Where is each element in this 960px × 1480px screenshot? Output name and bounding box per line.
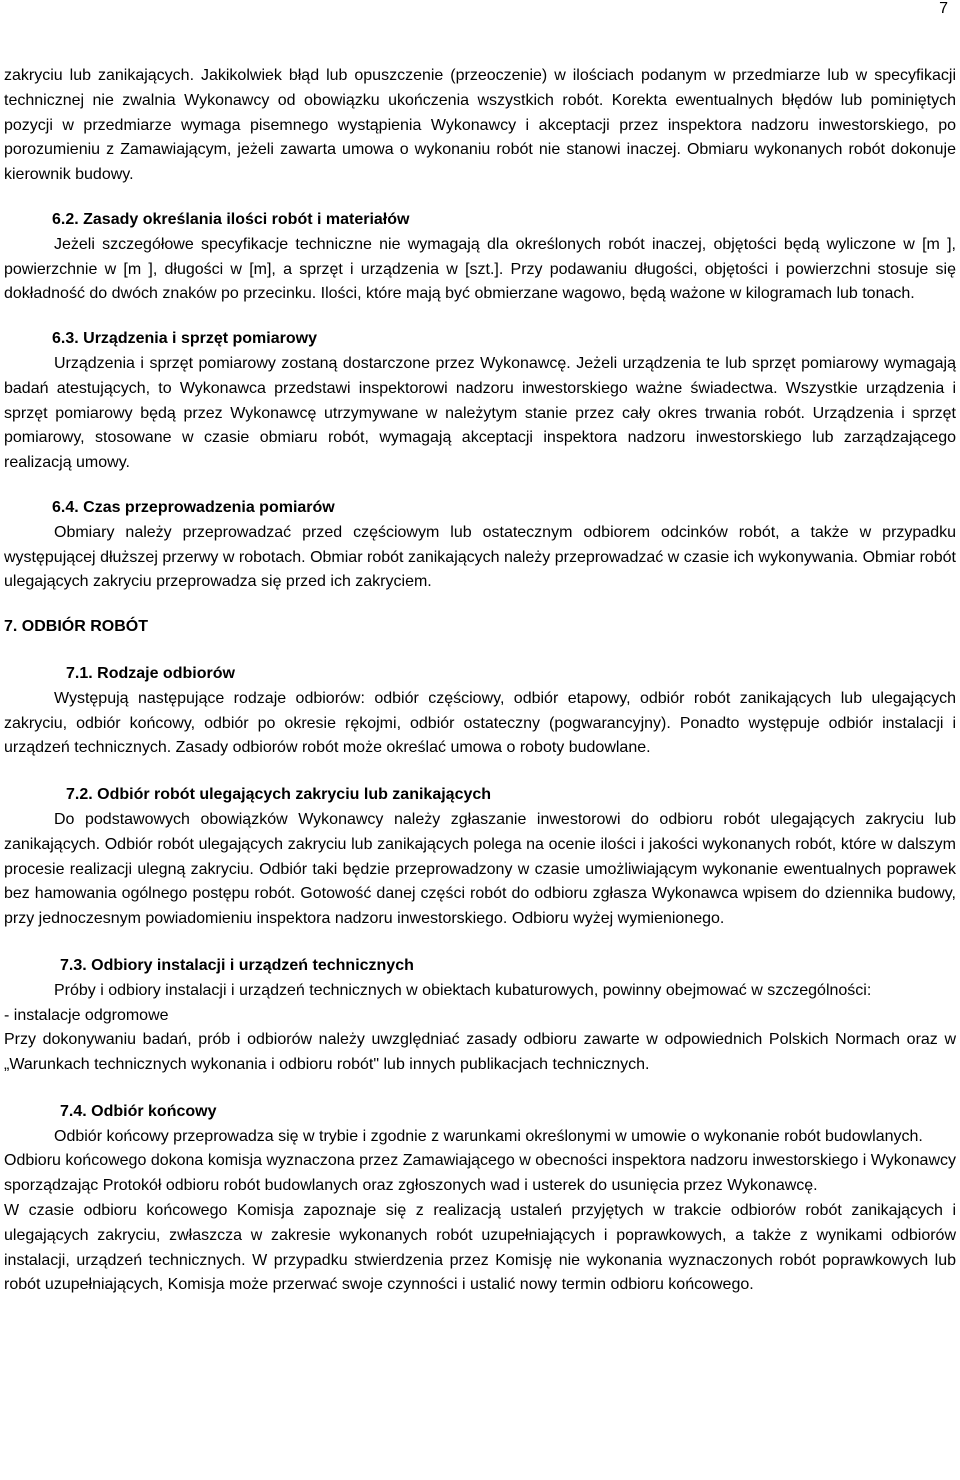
section-6-4-paragraph: Obmiary należy przeprowadzać przed częściowym lub ostatecznym odbiorem odcinków robót, a także w przypadku występującej dłuższej przerwy w robotach. Obmiar robót zanikających należy przeprowadzać w czasie ich wykonywania. Obmiar robót ulegających zakryciu przeprowadza się przed ich zakryciem. [4,523,956,591]
section-7-4-paragraph-3: W czasie odbioru końcowego Komisja zapoznaje się z realizacją ustaleń przyjętych w trakcie odbiorów robót zanikających i ulegających zakryciu, zwłaszcza w zakresie wykonanych robót uzupełniających i poprawkowych, a także z wynikami odbiorów instalacji, urządzeń technicznych. W przypadku stwierdzenia przez Komisję nie wykonania wyznaczonych robót poprawkowych lub robót uzupełniających, Komisja może przerwać swoje czynności i ustalić nowy termin odbioru końcowego. [4,1202,956,1294]
section-7-4-paragraph-2: Odbioru końcowego dokona komisja wyznaczona przez Zamawiającego w obecności inspektora nadzoru inwestorskiego i Wykonawcy sporządzając Protokół odbioru robót budowlanych oraz zgłoszonych wad i usterek do usunięcia przez Wykonawcę. [4,1152,956,1195]
section-7-4-paragraph: Odbiór końcowy przeprowadza się w trybie i zgodnie z warunkami określonymi w umowie o wykonanie robót budowlanych. [54,1127,923,1145]
section-6-2-paragraph: Jeżeli szczegółowe specyfikacje techniczne nie wymagają dla określonych robót inaczej, objętości będą wyliczone w [m ], powierzchnie w [m ], długości w [m], a sprzęt i urządzenia w [szt.]. Przy podawaniu długości, objętości i powierzchni stosuje się dokładność do dwóch znaków po przecinku. Ilości, które mają być obmierzane wagowo, będą ważone w kilogramach lub tonach. [4,235,956,303]
section-7-3-paragraph: Próby i odbiory instalacji i urządzeń technicznych w obiektach kubaturowych, powinny obejmować w szczególności: [54,981,872,999]
section-6-3-paragraph: Urządzenia i sprzęt pomiarowy zostaną dostarczone przez Wykonawcę. Jeżeli urządzenia te lub sprzęt pomiarowy wymagają badań atestujących, to Wykonawca przedstawi inspektorowi nadzoru inwestorskiego ważne świadectwa. Wszystkie urządzenia i sprzęt pomiarowy będą przez Wykonawcę utrzymywane w należytym stanie przez cały okres trwania robót. Urządzenia i sprzęt pomiarowy, stosowane w czasie obmiaru robót, wymagają akceptacji inspektora nadzoru inwestorskiego lub zarządzającego realizacją umowy. [4,354,956,472]
section-7-1-heading: 7.1. Rodzaje odbiorów [66,664,235,682]
section-7-3-paragraph-2: Przy dokonywaniu badań, prób i odbiorów należy uwzględniać zasady odbioru zawarte w odpowiednich Polskich Normach oraz w „Warunkach technicznych wykonania i odbioru robót" lub innych publikacjach technicznych. [4,1031,956,1074]
section-6-3-heading: 6.3. Urządzenia i sprzęt pomiarowy [52,330,317,348]
section-7-4-heading: 7.4. Odbiór końcowy [60,1102,217,1120]
section-7-2-paragraph: Do podstawowych obowiązków Wykonawcy należy zgłaszanie inwestorowi do odbioru robót ulegających zakryciu lub zanikających. Odbiór robót ulegających zakryciu lub zanikających polega na ocenie ilości i jakości wykonanych robót, które w dalszym procesie realizacji ulegną zakryciu. Odbiór taki będzie przeprowadzony w czasie umożliwiającym wykonanie ewentualnych poprawek bez hamowania ogólnego postępu robót. Gotowość danej części robót do odbioru zgłasza Wykonawca wpisem do dziennika budowy, przy jednoczesnym powiadomieniu inspektora nadzoru inwestorskiego. Odbioru wyżej wymienionego. [4,810,956,928]
section-7-1-paragraph: Występują następujące rodzaje odbiorów: odbiór częściowy, odbiór etapowy, odbiór robót zanikających lub ulegających zakryciu, odbiór końcowy, odbiór po okresie rękojmi, odbiór ostateczny (pogwarancyjny). Ponadto występuje odbiór instalacji i urządzeń technicznych. Zasady odbiorów robót może określać umowa o roboty budowlane. [4,689,956,757]
document-body [4,64,956,1298]
section-7-3-list-item: - instalacje odgromowe [4,1006,169,1024]
section-7-2-heading: 7.2. Odbiór robót ulegających zakryciu lub zanikających [66,786,492,804]
section-7-heading: 7. ODBIÓR ROBÓT [4,618,149,636]
intro-paragraph: zakryciu lub zanikających. Jakikolwiek błąd lub opuszczenie (przeoczenie) w ilościach podanym w przedmiarze lub w specyfikacji technicznej nie zwalnia Wykonawcy od obowiązku ukończenia wszystkich robót. Korekta ewentualnych błędów lub pominiętych pozycji w przedmiarze wymaga pisemnego wystąpienia Wykonawcy i akceptacji przez inspektora nadzoru inwestorskiego, po porozumieniu z Zamawiającym, jeżeli zawarta umowa o wykonaniu robót nie stanowi inaczej. Obmiaru wykonanych robót dokonuje kierownik budowy. [4,67,956,184]
section-6-4-heading: 6.4. Czas przeprowadzenia pomiarów [52,498,335,516]
section-7-3-heading: 7.3. Odbiory instalacji i urządzeń technicznych [60,956,414,974]
page-number: 7 [939,0,948,17]
section-6-2-heading: 6.2. Zasady określania ilości robót i materiałów [52,210,410,228]
